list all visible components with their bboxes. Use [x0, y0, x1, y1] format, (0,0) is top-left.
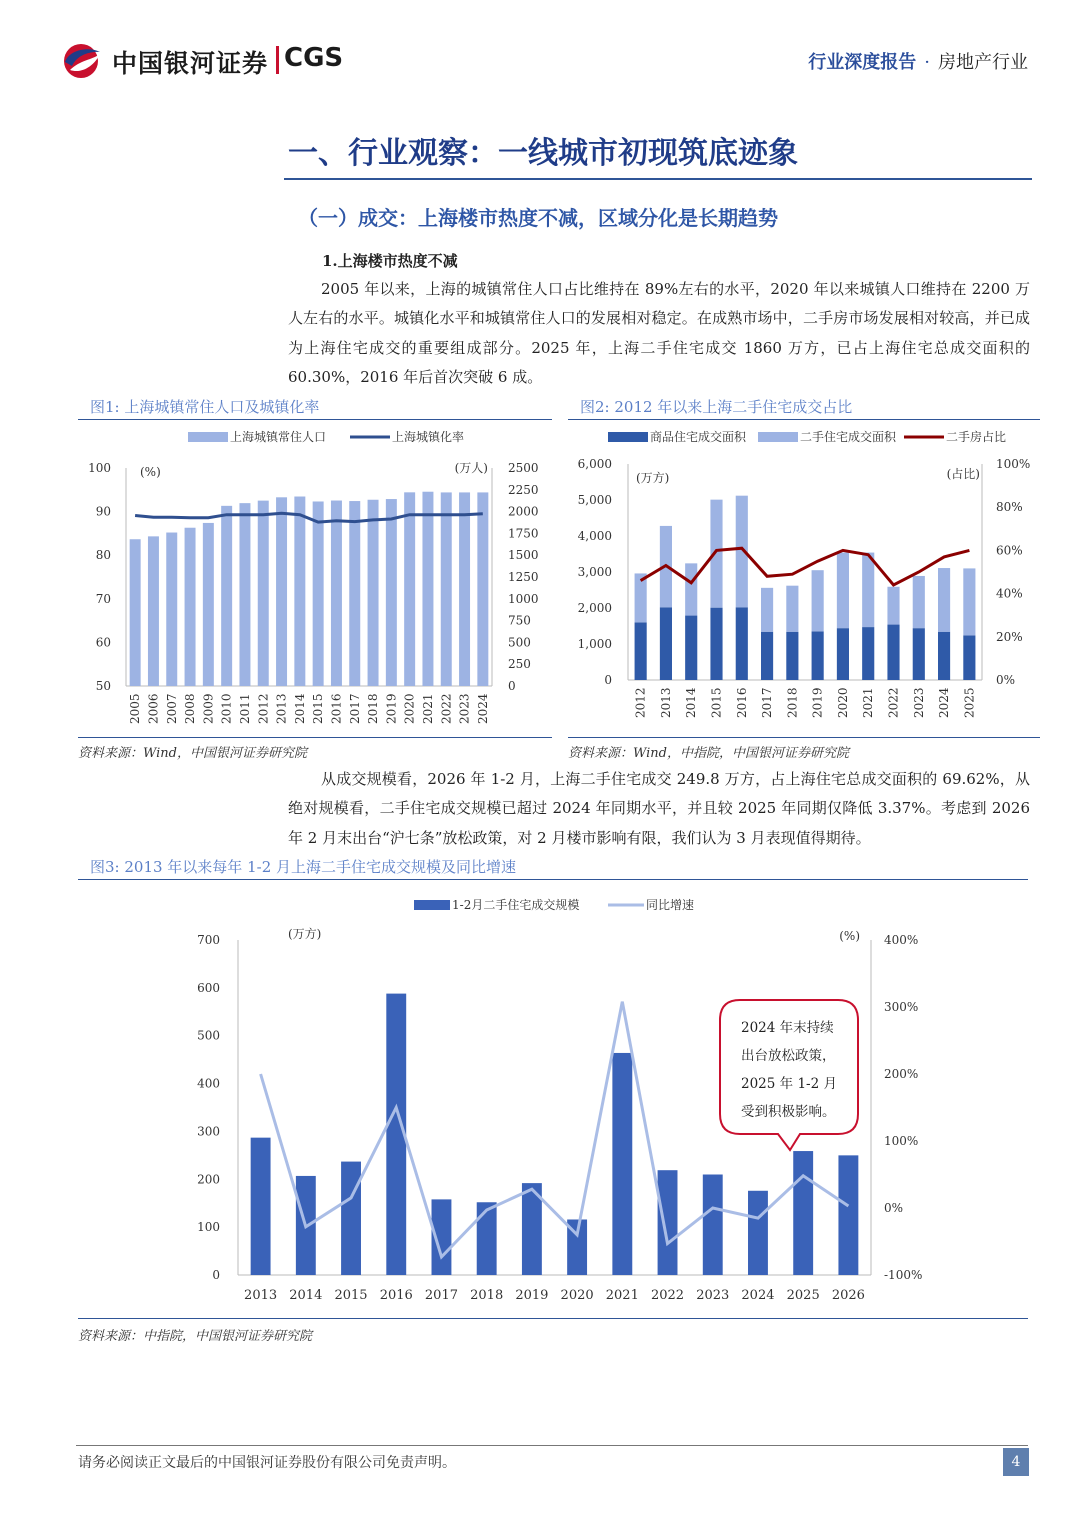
annotation-text-line: 2025 年 1-2 月	[741, 1076, 837, 1092]
logo-divider	[276, 46, 279, 74]
header-logo	[60, 38, 360, 84]
x-tick-label: 2019	[515, 1288, 549, 1303]
y-right-unit: (占比)	[946, 467, 980, 481]
y-right-tick: 100%	[884, 1134, 919, 1148]
volume-bar	[477, 1202, 497, 1275]
fig1-title: 图1: 上海城镇常住人口及城镇化率	[90, 398, 320, 416]
x-tick-label: 2017	[760, 687, 775, 718]
annotation-text-line: 受到积极影响。	[741, 1104, 836, 1120]
y-left-tick: 200	[197, 1172, 220, 1187]
annotation-text-line: 2024 年末持续	[741, 1020, 834, 1036]
fig1-bottom-rule	[78, 737, 552, 738]
new-home-bar	[786, 632, 798, 680]
second-hand-bar	[913, 576, 925, 628]
population-bar	[386, 499, 397, 686]
x-tick-label: 2020	[560, 1288, 594, 1303]
y-left-tick: 70	[95, 591, 111, 606]
legend-swatch-population	[188, 432, 228, 442]
volume-bar	[251, 1138, 271, 1275]
section-title: 一、行业观察：一线城市初现筑底迹象	[288, 136, 798, 171]
y-right-tick: 0%	[884, 1201, 904, 1215]
x-tick-label: 2017	[347, 693, 362, 724]
y-right-unit: (万人)	[454, 461, 488, 475]
fig3-source: 资料来源：中指院，中国银河证券研究院	[78, 1329, 313, 1344]
legend-swatch-volume	[414, 900, 450, 910]
second-hand-bar	[812, 570, 824, 631]
y-right-tick: 40%	[996, 586, 1023, 601]
x-tick-label: 2016	[734, 687, 749, 718]
second-hand-bar	[685, 563, 697, 615]
x-tick-label: 2014	[684, 687, 699, 718]
y-right-tick: 80%	[996, 500, 1023, 515]
y-left-tick: 90	[95, 504, 111, 519]
y-right-tick: 1750	[508, 526, 539, 541]
x-tick-label: 2014	[289, 1288, 323, 1303]
x-tick-label: 2018	[366, 693, 381, 724]
x-tick-label: 2006	[146, 693, 161, 724]
second-hand-bar	[786, 586, 798, 632]
x-tick-label: 2008	[183, 693, 198, 724]
y-right-tick: 300%	[884, 1000, 919, 1014]
y-left-tick: 60	[95, 635, 111, 650]
x-tick-label: 2013	[274, 693, 289, 724]
new-home-bar	[963, 635, 975, 680]
y-right-tick: 0%	[996, 673, 1016, 687]
fig3-title-rule	[78, 879, 1028, 880]
y-left-tick: 6,000	[577, 457, 612, 471]
population-bar	[459, 492, 470, 686]
x-tick-label: 2020	[835, 687, 850, 718]
new-home-bar	[736, 607, 748, 680]
volume-bar	[658, 1170, 678, 1275]
fig3-bottom-rule	[78, 1318, 1028, 1319]
x-tick-label: 2018	[470, 1288, 504, 1303]
subsection-title: （一）成交：上海楼市热度不减，区域分化是长期趋势	[298, 206, 778, 230]
y-left-tick: 600	[197, 980, 220, 995]
x-tick-label: 2020	[402, 693, 417, 724]
x-tick-label: 2015	[334, 1288, 368, 1303]
header-separator: ·	[924, 52, 930, 73]
legend-label-growth: 同比增速	[646, 898, 695, 912]
second-hand-bar	[635, 573, 647, 622]
second-hand-bar	[837, 553, 849, 629]
x-tick-label: 2009	[201, 693, 216, 724]
y-right-tick: 2500	[508, 461, 539, 475]
chart-secondhand-share	[568, 420, 1040, 738]
population-bar	[166, 533, 177, 686]
footer-divider	[76, 1445, 1028, 1446]
x-tick-label: 2024	[741, 1288, 775, 1303]
paragraph-2: 从成交规模看，2026 年 1-2 月，上海二手住宅成交 249.8 万方，占上海住宅总成交面积的 69.62%，从绝对规模看，二手住宅成交规模已超过 2024 年同期水平，并且较 2025 年同期仅降低 3.37%。考虑到 2026 年 2 月末出台“沪七条”放松政策，对 2 月楼市影响有限，我们认为 3 月表现值得期待。	[288, 770, 1030, 847]
new-home-bar	[761, 632, 773, 680]
legend-label-new-home: 商品住宅成交面积	[650, 430, 747, 444]
new-home-bar	[837, 628, 849, 680]
x-tick-label: 2025	[962, 687, 977, 718]
y-right-tick: 200%	[884, 1067, 919, 1081]
x-tick-label: 2016	[379, 1288, 413, 1303]
page-number: 4	[1003, 1448, 1029, 1476]
y-right-tick: 1000	[508, 591, 539, 606]
new-home-bar	[660, 607, 672, 680]
population-bar	[276, 497, 287, 686]
fig2-title: 图2: 2012 年以来上海二手住宅成交占比	[580, 398, 853, 416]
y-left-tick: 500	[197, 1028, 220, 1043]
x-tick-label: 2005	[128, 693, 143, 724]
x-tick-label: 2022	[650, 1288, 685, 1303]
x-tick-label: 2019	[810, 687, 825, 718]
legend-swatch-new-home	[608, 432, 648, 442]
legend-label-urbanization: 上海城镇化率	[392, 430, 465, 444]
population-bar	[294, 497, 305, 686]
y-left-tick: 400	[197, 1076, 220, 1091]
second-hand-bar	[761, 588, 773, 632]
volume-bar	[612, 1053, 632, 1275]
paragraph-1: 2005 年以来，上海的城镇常住人口占比维持在 89%左右的水平，2020 年以来城镇人口维持在 2200 万人左右的水平。城镇化水平和城镇常住人口的发展相对稳定。在成熟市场中，二手房市场发展相对较高，并已成为上海住宅成交的重要组成部分。2025 年，上海二手住宅成交 1860 万方，已占上海住宅总成交面积的 60.30%，2016 年后首次突破 6 成。	[288, 280, 1030, 386]
x-tick-label: 2015	[709, 687, 724, 718]
new-home-bar	[685, 616, 697, 680]
legend-label-population: 上海城镇常住人口	[230, 430, 327, 444]
population-bar	[349, 501, 360, 686]
new-home-bar	[913, 628, 925, 680]
legend-label-volume: 1-2月二手住宅成交规模	[452, 898, 580, 912]
new-home-bar	[862, 627, 874, 680]
x-tick-label: 2019	[384, 693, 399, 724]
y-left-tick: 4,000	[577, 529, 612, 543]
x-tick-label: 2023	[696, 1288, 730, 1303]
logo-text-cn: 中国银河证券	[112, 49, 269, 78]
y-right-unit: (%)	[839, 929, 860, 943]
second-hand-bar	[887, 587, 899, 625]
y-left-tick: 50	[95, 679, 111, 693]
legend-swatch-second-hand	[758, 432, 798, 442]
y-left-tick: 3,000	[577, 565, 612, 579]
population-bar	[313, 501, 324, 686]
x-tick-label: 2016	[329, 693, 344, 724]
y-right-tick: 20%	[996, 629, 1023, 644]
x-tick-label: 2025	[786, 1288, 820, 1303]
section-divider	[284, 178, 1032, 180]
population-bar	[368, 500, 379, 686]
y-right-tick: 250	[508, 657, 531, 672]
y-right-tick: 750	[508, 613, 531, 628]
y-left-tick: 2,000	[577, 601, 612, 615]
fig3-title: 图3: 2013 年以来每年 1-2 月上海二手住宅成交规模及同比增速	[90, 858, 517, 876]
population-bar	[148, 536, 159, 686]
population-bar	[441, 492, 452, 686]
y-right-tick: 2250	[508, 482, 539, 497]
cgs-logo-icon	[60, 40, 104, 80]
y-left-tick: 1,000	[577, 637, 612, 651]
y-left-tick: 300	[197, 1124, 220, 1139]
x-tick-label: 2014	[292, 693, 307, 724]
annotation-text-line: 出台放松政策，	[741, 1048, 836, 1064]
report-type: 行业深度报告	[808, 52, 917, 73]
chart-jan-feb-secondhand	[78, 882, 1028, 1316]
y-left-unit: (万方)	[636, 471, 670, 485]
x-tick-label: 2022	[439, 693, 454, 724]
new-home-bar	[635, 622, 647, 680]
x-tick-label: 2012	[633, 687, 648, 718]
population-bar	[203, 523, 214, 686]
legend-label-share: 二手房占比	[946, 430, 1007, 444]
x-tick-label: 2012	[256, 693, 271, 724]
second-hand-bar	[862, 553, 874, 628]
y-right-tick: 2000	[508, 504, 539, 519]
volume-bar	[793, 1151, 813, 1275]
x-tick-label: 2018	[785, 687, 800, 718]
population-bar	[331, 501, 342, 686]
second-hand-bar	[963, 568, 975, 635]
volume-bar	[703, 1175, 723, 1276]
y-left-unit: (万方)	[288, 927, 322, 941]
x-tick-label: 2013	[658, 687, 673, 718]
x-tick-label: 2021	[420, 693, 435, 724]
y-right-tick: 60%	[996, 543, 1023, 558]
second-hand-bar	[938, 568, 950, 632]
legend-label-second-hand: 二手住宅成交面积	[800, 430, 897, 444]
new-home-bar	[710, 608, 722, 680]
x-tick-label: 2024	[937, 687, 952, 718]
y-left-tick: 0	[212, 1268, 220, 1282]
x-tick-label: 2013	[244, 1288, 278, 1303]
population-bar	[477, 492, 488, 686]
header-report-info	[808, 48, 1028, 74]
population-bar	[258, 501, 269, 686]
chart-population-urbanization	[78, 420, 552, 738]
footer-disclaimer: 请务必阅读正文最后的中国银河证券股份有限公司免责声明。	[78, 1455, 456, 1471]
population-bar	[221, 506, 232, 686]
new-home-bar	[938, 632, 950, 680]
paragraph-heading: 1.上海楼市热度不减	[322, 252, 458, 270]
y-left-tick: 0	[604, 673, 612, 687]
x-tick-label: 2015	[311, 693, 326, 724]
new-home-bar	[887, 625, 899, 680]
y-left-tick: 5,000	[577, 493, 612, 507]
y-right-tick: 0	[508, 679, 516, 693]
x-tick-label: 2017	[424, 1288, 459, 1303]
x-tick-label: 2024	[475, 693, 490, 724]
x-tick-label: 2022	[886, 687, 901, 718]
y-left-tick: 700	[197, 933, 220, 947]
y-right-tick: 100%	[996, 457, 1031, 471]
x-tick-label: 2010	[219, 693, 234, 724]
population-bar	[130, 539, 141, 686]
population-bar	[422, 492, 433, 686]
volume-bar	[341, 1162, 361, 1275]
y-left-tick: 100	[197, 1220, 220, 1235]
volume-bar	[748, 1191, 768, 1275]
y-left-unit: (%)	[140, 465, 161, 479]
y-right-tick: 1500	[508, 548, 539, 563]
x-tick-label: 2011	[237, 693, 252, 724]
y-left-tick: 100	[88, 461, 111, 475]
volume-bar	[838, 1155, 858, 1275]
y-right-tick: 1250	[508, 570, 539, 584]
industry-name: 房地产行业	[938, 52, 1028, 73]
x-tick-label: 2023	[457, 693, 472, 724]
y-right-tick: 400%	[884, 933, 919, 947]
x-tick-label: 2021	[861, 687, 876, 718]
x-tick-label: 2007	[164, 693, 179, 724]
logo-text-en: CGS	[284, 43, 344, 73]
population-bar	[239, 503, 250, 686]
population-bar	[404, 492, 415, 686]
y-right-tick: 500	[508, 635, 531, 650]
x-tick-label: 2026	[831, 1288, 865, 1303]
y-left-tick: 80	[95, 548, 111, 563]
population-bar	[185, 528, 196, 686]
new-home-bar	[812, 631, 824, 680]
y-right-tick: -100%	[884, 1268, 923, 1282]
fig2-source: 资料来源：Wind，中指院，中国银河证券研究院	[568, 746, 849, 761]
fig2-bottom-rule	[568, 737, 1040, 738]
x-tick-label: 2021	[605, 1288, 639, 1303]
fig1-source: 资料来源：Wind，中国银河证券研究院	[78, 746, 307, 761]
x-tick-label: 2023	[911, 687, 926, 718]
